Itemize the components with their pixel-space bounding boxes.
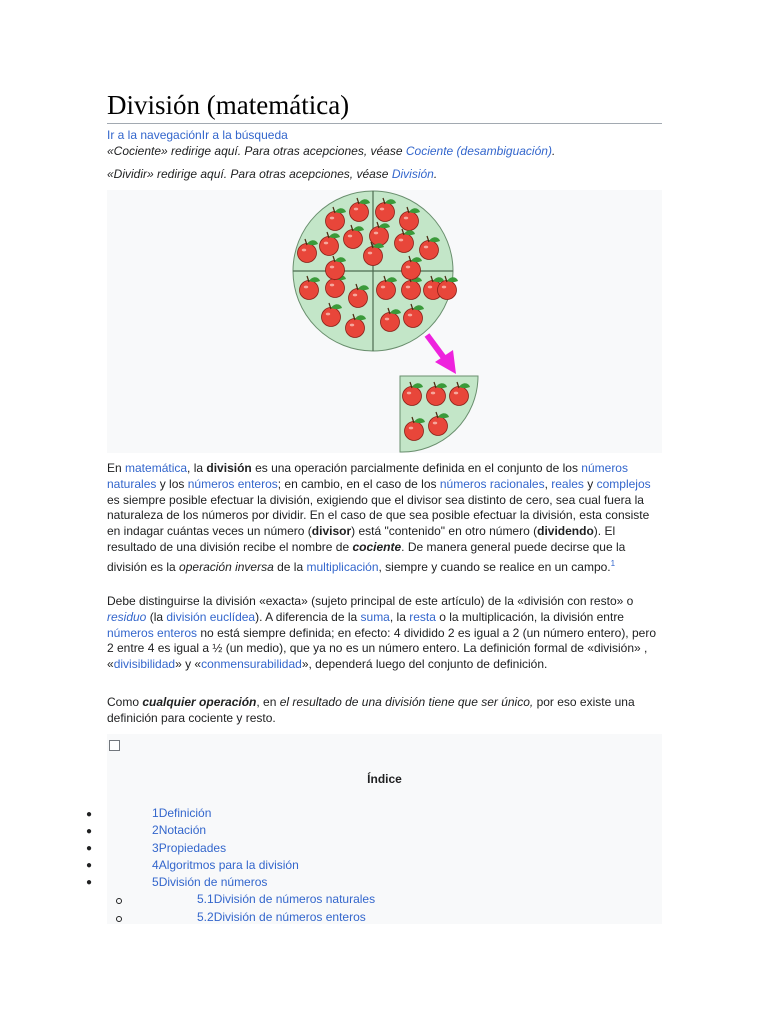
toc-bullet: ● (86, 877, 93, 888)
toc-item-notacion[interactable]: 2Notación (152, 823, 207, 837)
division-illustration (107, 190, 662, 453)
numeros-naturales-link[interactable]: números naturales (107, 461, 628, 491)
term-cualquier-operacion: cualquier operación (142, 695, 257, 709)
term-divisor: divisor (311, 524, 352, 539)
hatnote-text: . (433, 167, 438, 181)
toc-sub-bullet (116, 898, 122, 904)
numeros-racionales-link[interactable]: números racionales (439, 476, 545, 491)
toc-item-definicion[interactable]: 1Definición (152, 806, 212, 820)
term-operacion-inversa: operación inversa (179, 559, 274, 574)
division-link[interactable]: División (391, 167, 434, 181)
toc-item-algoritmos[interactable]: 4Algoritmos para la división (152, 858, 299, 872)
toc-bullet: ● (86, 826, 93, 837)
numeros-enteros-link[interactable]: números enteros (187, 476, 278, 491)
hatnote-text: «Dividir» redirige aquí. Para otras acepciones, véase (107, 167, 392, 181)
arrow-icon (427, 335, 456, 374)
toc-sub-bullet (116, 916, 122, 922)
jump-to-navigation-link[interactable]: Ir a la navegación (107, 128, 202, 142)
paragraph-intro: En matemática, la división es una operación parcialmente definida en el conjunto de los números naturales y los números enteros; en cambio, en el caso de los números racionales, reales y complejos es siempre posible efectuar la división, exigiendo que el divisor sea distinto de cero, sea cual fuera la naturaleza de los números por dividir. En el caso de que sea posible efectuar la división, esta consiste en indagar cuántas veces un número (divisor) está "contenido" en otro número (dividendo). El resultado de una división recibe el nombre de cociente. De manera general puede decirse que la división es la operación inversa de la multiplicación, siempre y cuando se realice en un campo.$^1$ (107, 461, 651, 574)
toc-bullet: ● (86, 809, 93, 820)
toc-item-propiedades[interactable]: 3Propiedades (152, 841, 227, 855)
toc-subitem-enteros[interactable]: 5.2División de números enteros (197, 910, 366, 924)
paragraph-unico: Como cualquier operación, en el resultado de una división tiene que ser único, por eso existe una definición para cociente y resto. (107, 695, 635, 725)
hatnote-cociente (107, 144, 555, 158)
complejos-link[interactable]: complejos (596, 476, 651, 491)
jump-to-search-link[interactable]: Ir a la búsqueda (201, 128, 288, 142)
term-cociente: cociente (352, 539, 402, 554)
hatnote-dividir (107, 167, 437, 181)
multiplicacion-link[interactable]: multiplicación (306, 559, 379, 574)
toc-bullet: ● (86, 843, 93, 854)
apples-division-image (107, 190, 662, 453)
numeros-enteros-link-2[interactable]: números enteros (107, 625, 198, 640)
toc-title: Índice (367, 772, 402, 786)
jump-links (107, 128, 288, 142)
toc-subitem-naturales[interactable]: 5.1División de números naturales (197, 892, 376, 906)
toc-toggle-checkbox[interactable] (109, 740, 120, 751)
toc-bullet: ● (86, 860, 93, 871)
matematica-link[interactable]: matemática (125, 461, 188, 475)
hatnote-text: . (551, 144, 556, 158)
hatnote-text: «Cociente» redirige aquí. Para otras acepciones, véase (107, 144, 406, 158)
term-resultado-unico: el resultado de una división tiene que ser único, (279, 695, 534, 709)
cociente-desambiguacion-link[interactable]: Cociente (desambiguación) (405, 144, 552, 158)
divisibilidad-link[interactable]: divisibilidad (113, 657, 176, 672)
paragraph-exacta: Debe distinguirse la división «exacta» (sujeto principal de este artículo) de la «división con resto» o residuo (la división euclídea). A diferencia de la suma, la resta o la multiplicación, la división entre números enteros no está siempre definida; en efecto: 4 dividido 2 es igual a 2 (un número entero), pero 2 entre 4 es igual a ½ (un medio), que ya no es un número entero. La definición formal de «división» , «divisibilidad» y «conmensurabilidad», dependerá luego del conjunto de definición. (107, 594, 656, 672)
suma-link[interactable]: suma (360, 609, 390, 624)
whole-circle (293, 191, 453, 351)
reference-1-link[interactable]: 1 (610, 558, 616, 568)
term-division: división (206, 461, 252, 475)
reales-link[interactable]: reales (551, 476, 584, 491)
resta-link[interactable]: resta (409, 609, 436, 624)
page-title: División (matemática) (107, 90, 350, 120)
title-divider (107, 123, 662, 124)
division-euclidea-link[interactable]: división euclídea (166, 609, 256, 624)
term-dividendo: dividendo (537, 524, 594, 539)
conmensurabilidad-link[interactable]: conmensurabilidad (201, 657, 302, 672)
toc-item-division-de-numeros[interactable]: 5División de números (152, 875, 268, 889)
residuo-link[interactable]: residuo (107, 609, 147, 624)
